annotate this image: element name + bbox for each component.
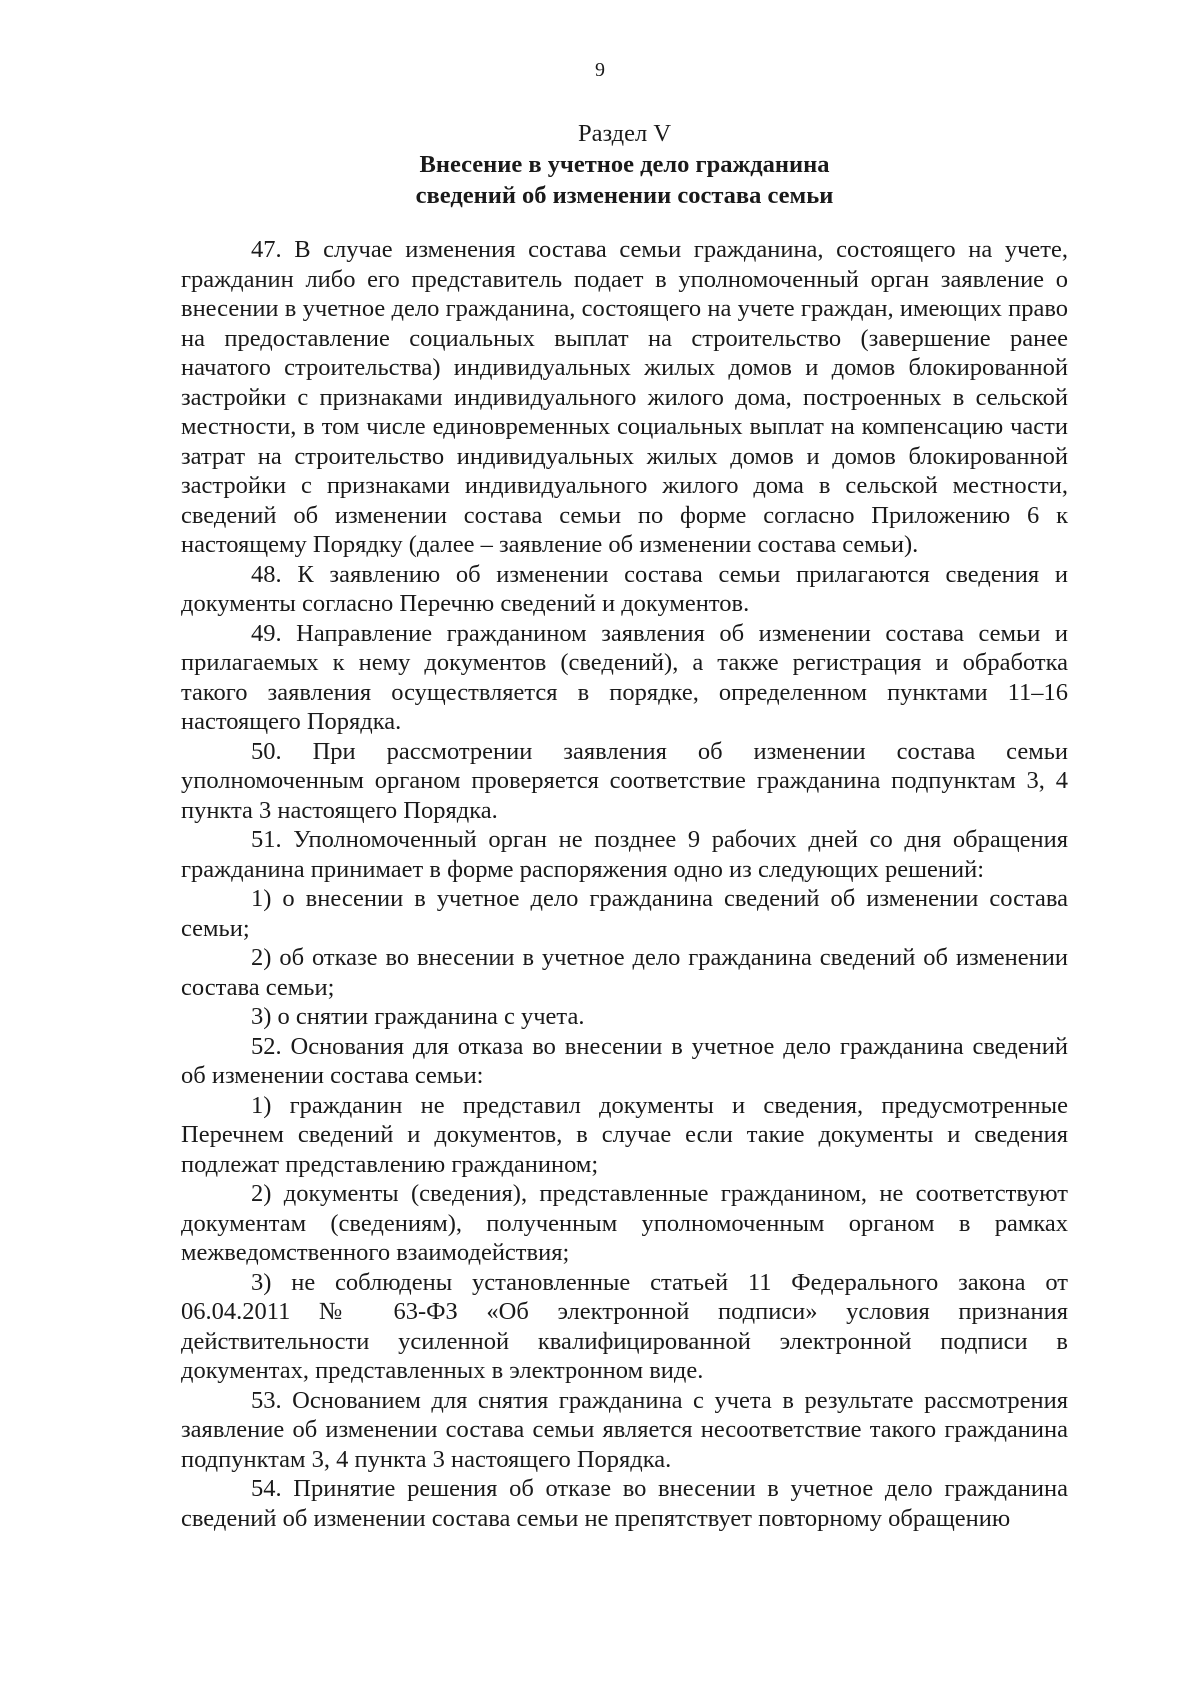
paragraph-51-item-2: 2) об отказе во внесении в учетное дело гражданина сведений об изменении состава семьи; — [181, 944, 1068, 1001]
document-body — [181, 235, 1068, 1533]
section-subtitle-line2: сведений об изменении состава семьи — [415, 182, 834, 209]
paragraph-52-item-2: 2) документы (сведения), представленные гражданином, не соответствуют документам (сведениям), полученным уполномоченным органом в рамках межведомственного взаимодействия; — [181, 1180, 1068, 1266]
paragraph-47: 47. В случае изменения состава семьи гражданина, состоящего на учете, гражданин либо его представитель подает в уполномоченный орган заявление о внесении в учетное дело гражданина, состоящего на учете граждан, имеющих право на предоставление социальных выплат на строительство (завершение ранее начатого строительства) индивидуальных жилых домов и домов блокированной застройки с признаками индивидуального жилого дома, построенных в сельской местности, в том числе единовременных социальных выплат на компенсацию части затрат на строительство индивидуальных жилых домов и домов блокированной застройки с признаками индивидуального жилого дома в сельской местности, сведений об изменении состава семьи по форме согласно Приложению 6 к настоящему Порядку (далее – заявление об изменении состава семьи). — [181, 236, 1068, 558]
paragraph-51: 51. Уполномоченный орган не позднее 9 рабочих дней со дня обращения гражданина принимает в форме распоряжения одно из следующих решений: — [181, 826, 1068, 883]
paragraph-48: 48. К заявлению об изменении состава семьи прилагаются сведения и документы согласно Перечню сведений и документов. — [181, 560, 1068, 617]
paragraph-54: 54. Принятие решения об отказе во внесении в учетное дело гражданина сведений об изменении состава семьи не препятствует повторному обращению — [181, 1475, 1068, 1532]
paragraph-51-item-1: 1) о внесении в учетное дело гражданина сведений об изменении состава семьи; — [181, 885, 1068, 942]
section-header — [181, 118, 1068, 211]
section-title: Раздел V — [577, 120, 672, 147]
paragraph-51-item-3: 3) о снятии гражданина с учета. — [251, 1003, 585, 1030]
paragraph-52-item-3: 3) не соблюдены установленные статьей 11 Федерального закона от 06.04.2011 № 63-ФЗ «Об электронной подписи» условия признания действительности усиленной квалифицированной электронной подписи в документах, представленных в электронном виде. — [181, 1268, 1068, 1384]
section-subtitle-line1: Внесение в учетное дело гражданина — [419, 151, 830, 178]
paragraph-53: 53. Основанием для снятия гражданина с учета в результате рассмотрения заявление об изменении состава семьи является несоответствие такого гражданина подпунктам 3, 4 пункта 3 настоящего Порядка. — [181, 1386, 1068, 1473]
page-number: 9 — [595, 59, 605, 81]
paragraph-52-item-1: 1) гражданин не представил документы и сведения, предусмотренные Перечнем сведений и документов, в случае если такие документы и сведения подлежат представлению гражданином; — [181, 1091, 1068, 1178]
paragraph-52: 52. Основания для отказа во внесении в учетное дело гражданина сведений об изменении состава семьи: — [181, 1032, 1068, 1089]
paragraph-50: 50. При рассмотрении заявления об изменении состава семьи уполномоченным органом проверяется соответствие гражданина подпунктам 3, 4 пункта 3 настоящего Порядка. — [181, 737, 1068, 824]
paragraph-49: 49. Направление гражданином заявления об изменении состава семьи и прилагаемых к нему документов (сведений), а также регистрация и обработка такого заявления осуществляется в порядке, определенном пунктами 11–16 настоящего Порядка. — [181, 619, 1068, 735]
